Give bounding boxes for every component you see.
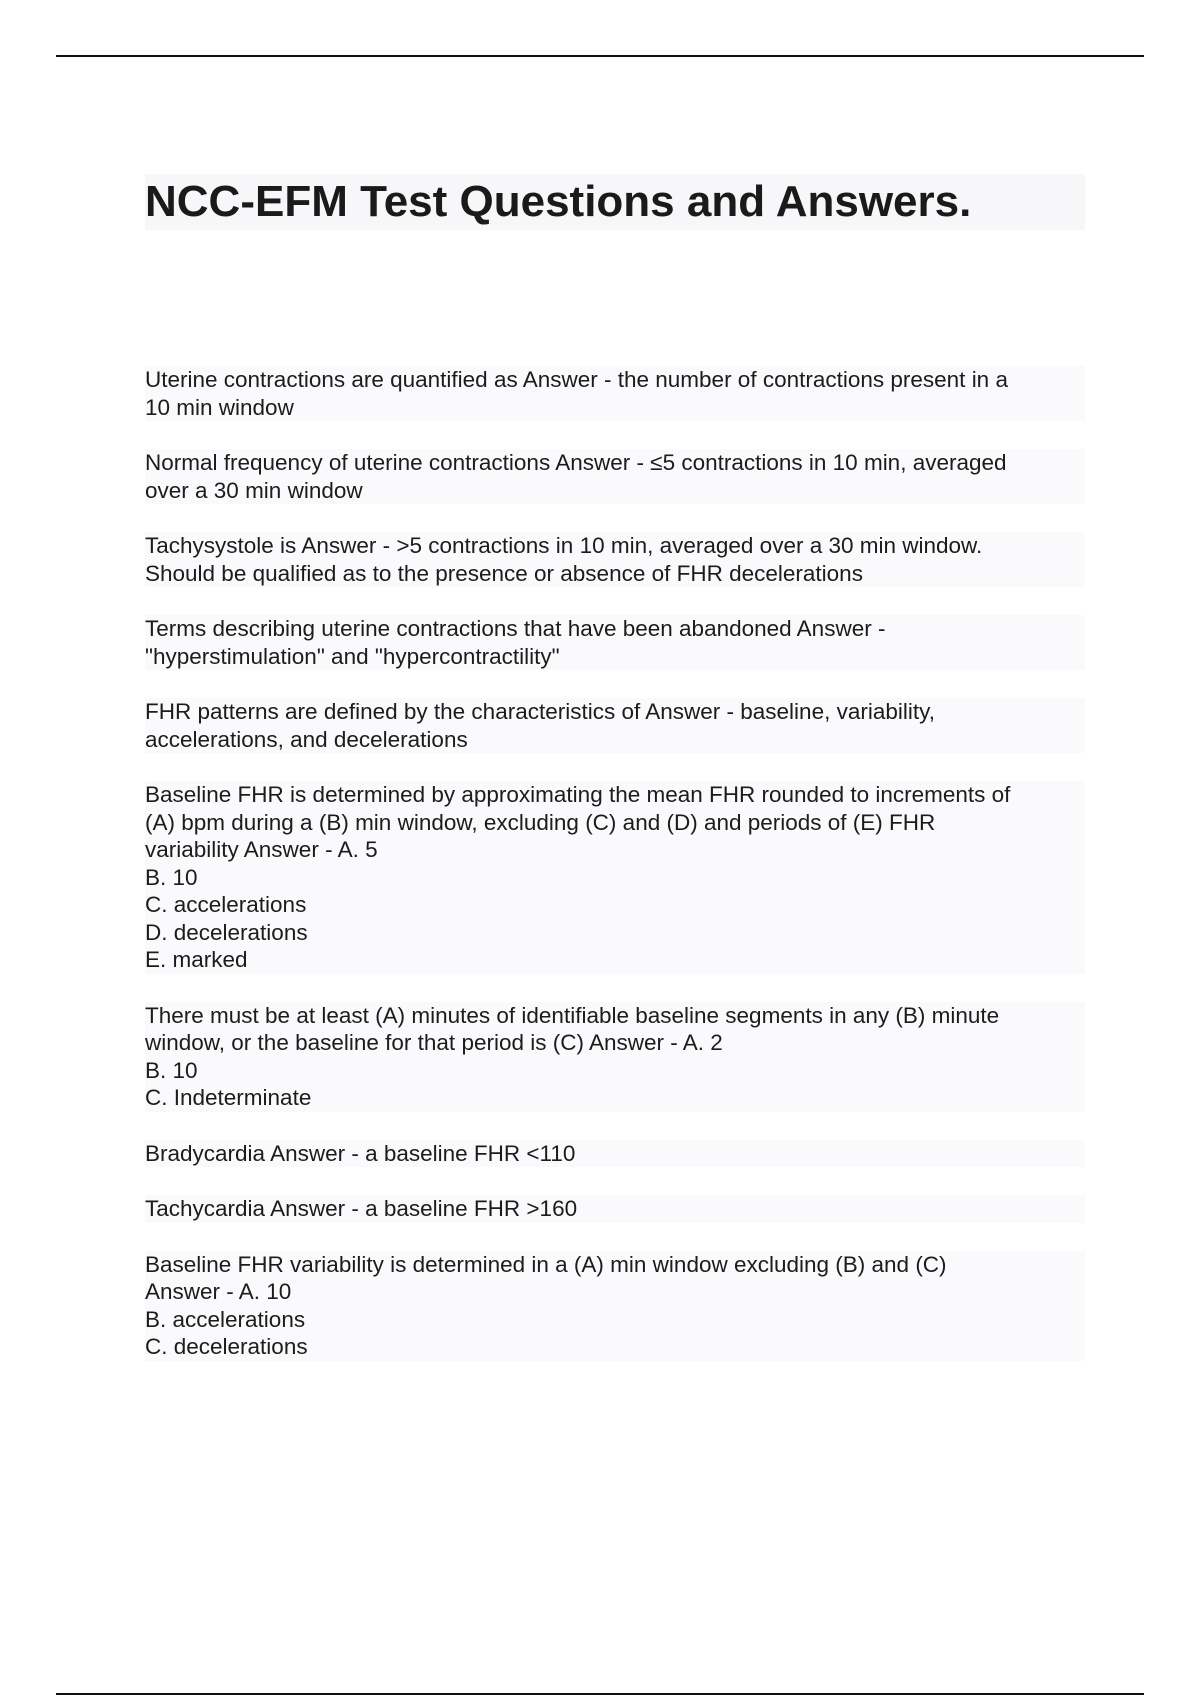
- qa-line: FHR patterns are defined by the characteristics of Answer - baseline, variability,: [145, 699, 935, 724]
- qa-list: [145, 366, 1085, 1389]
- qa-item: [145, 532, 1085, 587]
- qa-line: over a 30 min window: [145, 477, 363, 503]
- qa-item: [145, 615, 1085, 670]
- qa-line: variability Answer - A. 5: [145, 837, 378, 862]
- qa-line: C. Indeterminate: [145, 1085, 312, 1110]
- qa-item: [145, 1251, 1085, 1361]
- qa-line: Bradycardia Answer - a baseline FHR <110: [145, 1140, 576, 1166]
- qa-item: [145, 1140, 1085, 1168]
- qa-line: D. decelerations: [145, 919, 308, 945]
- qa-line: Baseline FHR variability is determined in a (A) min window excluding (B) and (C): [145, 1251, 947, 1277]
- qa-item: [145, 781, 1085, 974]
- qa-item: [145, 449, 1085, 504]
- document-title: NCC-EFM Test Questions and Answers.: [145, 174, 1085, 230]
- qa-line: B. 10: [145, 1057, 198, 1083]
- qa-item: [145, 698, 1085, 753]
- qa-line: Uterine contractions are quantified as Answer - the number of contractions present in a: [145, 367, 1008, 392]
- qa-line: C. accelerations: [145, 892, 307, 917]
- top-rule: [56, 55, 1144, 57]
- qa-line: Tachysystole is Answer - >5 contractions in 10 min, averaged over a 30 min window.: [145, 533, 983, 558]
- qa-item: [145, 1002, 1085, 1112]
- qa-line: There must be at least (A) minutes of identifiable baseline segments in any (B) minute: [145, 1002, 1000, 1028]
- qa-item: [145, 366, 1085, 421]
- qa-line: C. decelerations: [145, 1334, 308, 1359]
- qa-line: (A) bpm during a (B) min window, excluding (C) and (D) and periods of (E) FHR: [145, 809, 936, 835]
- qa-line: "hyperstimulation" and "hypercontractility": [145, 643, 560, 669]
- qa-line: Tachycardia Answer - a baseline FHR >160: [145, 1196, 578, 1221]
- qa-line: 10 min window: [145, 394, 294, 420]
- qa-line: Terms describing uterine contractions that have been abandoned Answer -: [145, 616, 886, 641]
- qa-line: window, or the baseline for that period is (C) Answer - A. 2: [145, 1030, 723, 1055]
- qa-line: Baseline FHR is determined by approximating the mean FHR rounded to increments of: [145, 782, 1011, 807]
- qa-line: B. 10: [145, 864, 198, 890]
- bottom-rule: [56, 1693, 1144, 1695]
- qa-line: B. accelerations: [145, 1306, 306, 1332]
- qa-line: accelerations, and decelerations: [145, 726, 468, 752]
- qa-line: Normal frequency of uterine contractions Answer - ≤5 contractions in 10 min, averaged: [145, 450, 1007, 475]
- qa-line: E. marked: [145, 947, 248, 972]
- qa-line: Answer - A. 10: [145, 1279, 292, 1304]
- qa-line: Should be qualified as to the presence or absence of FHR decelerations: [145, 560, 863, 586]
- qa-item: [145, 1195, 1085, 1223]
